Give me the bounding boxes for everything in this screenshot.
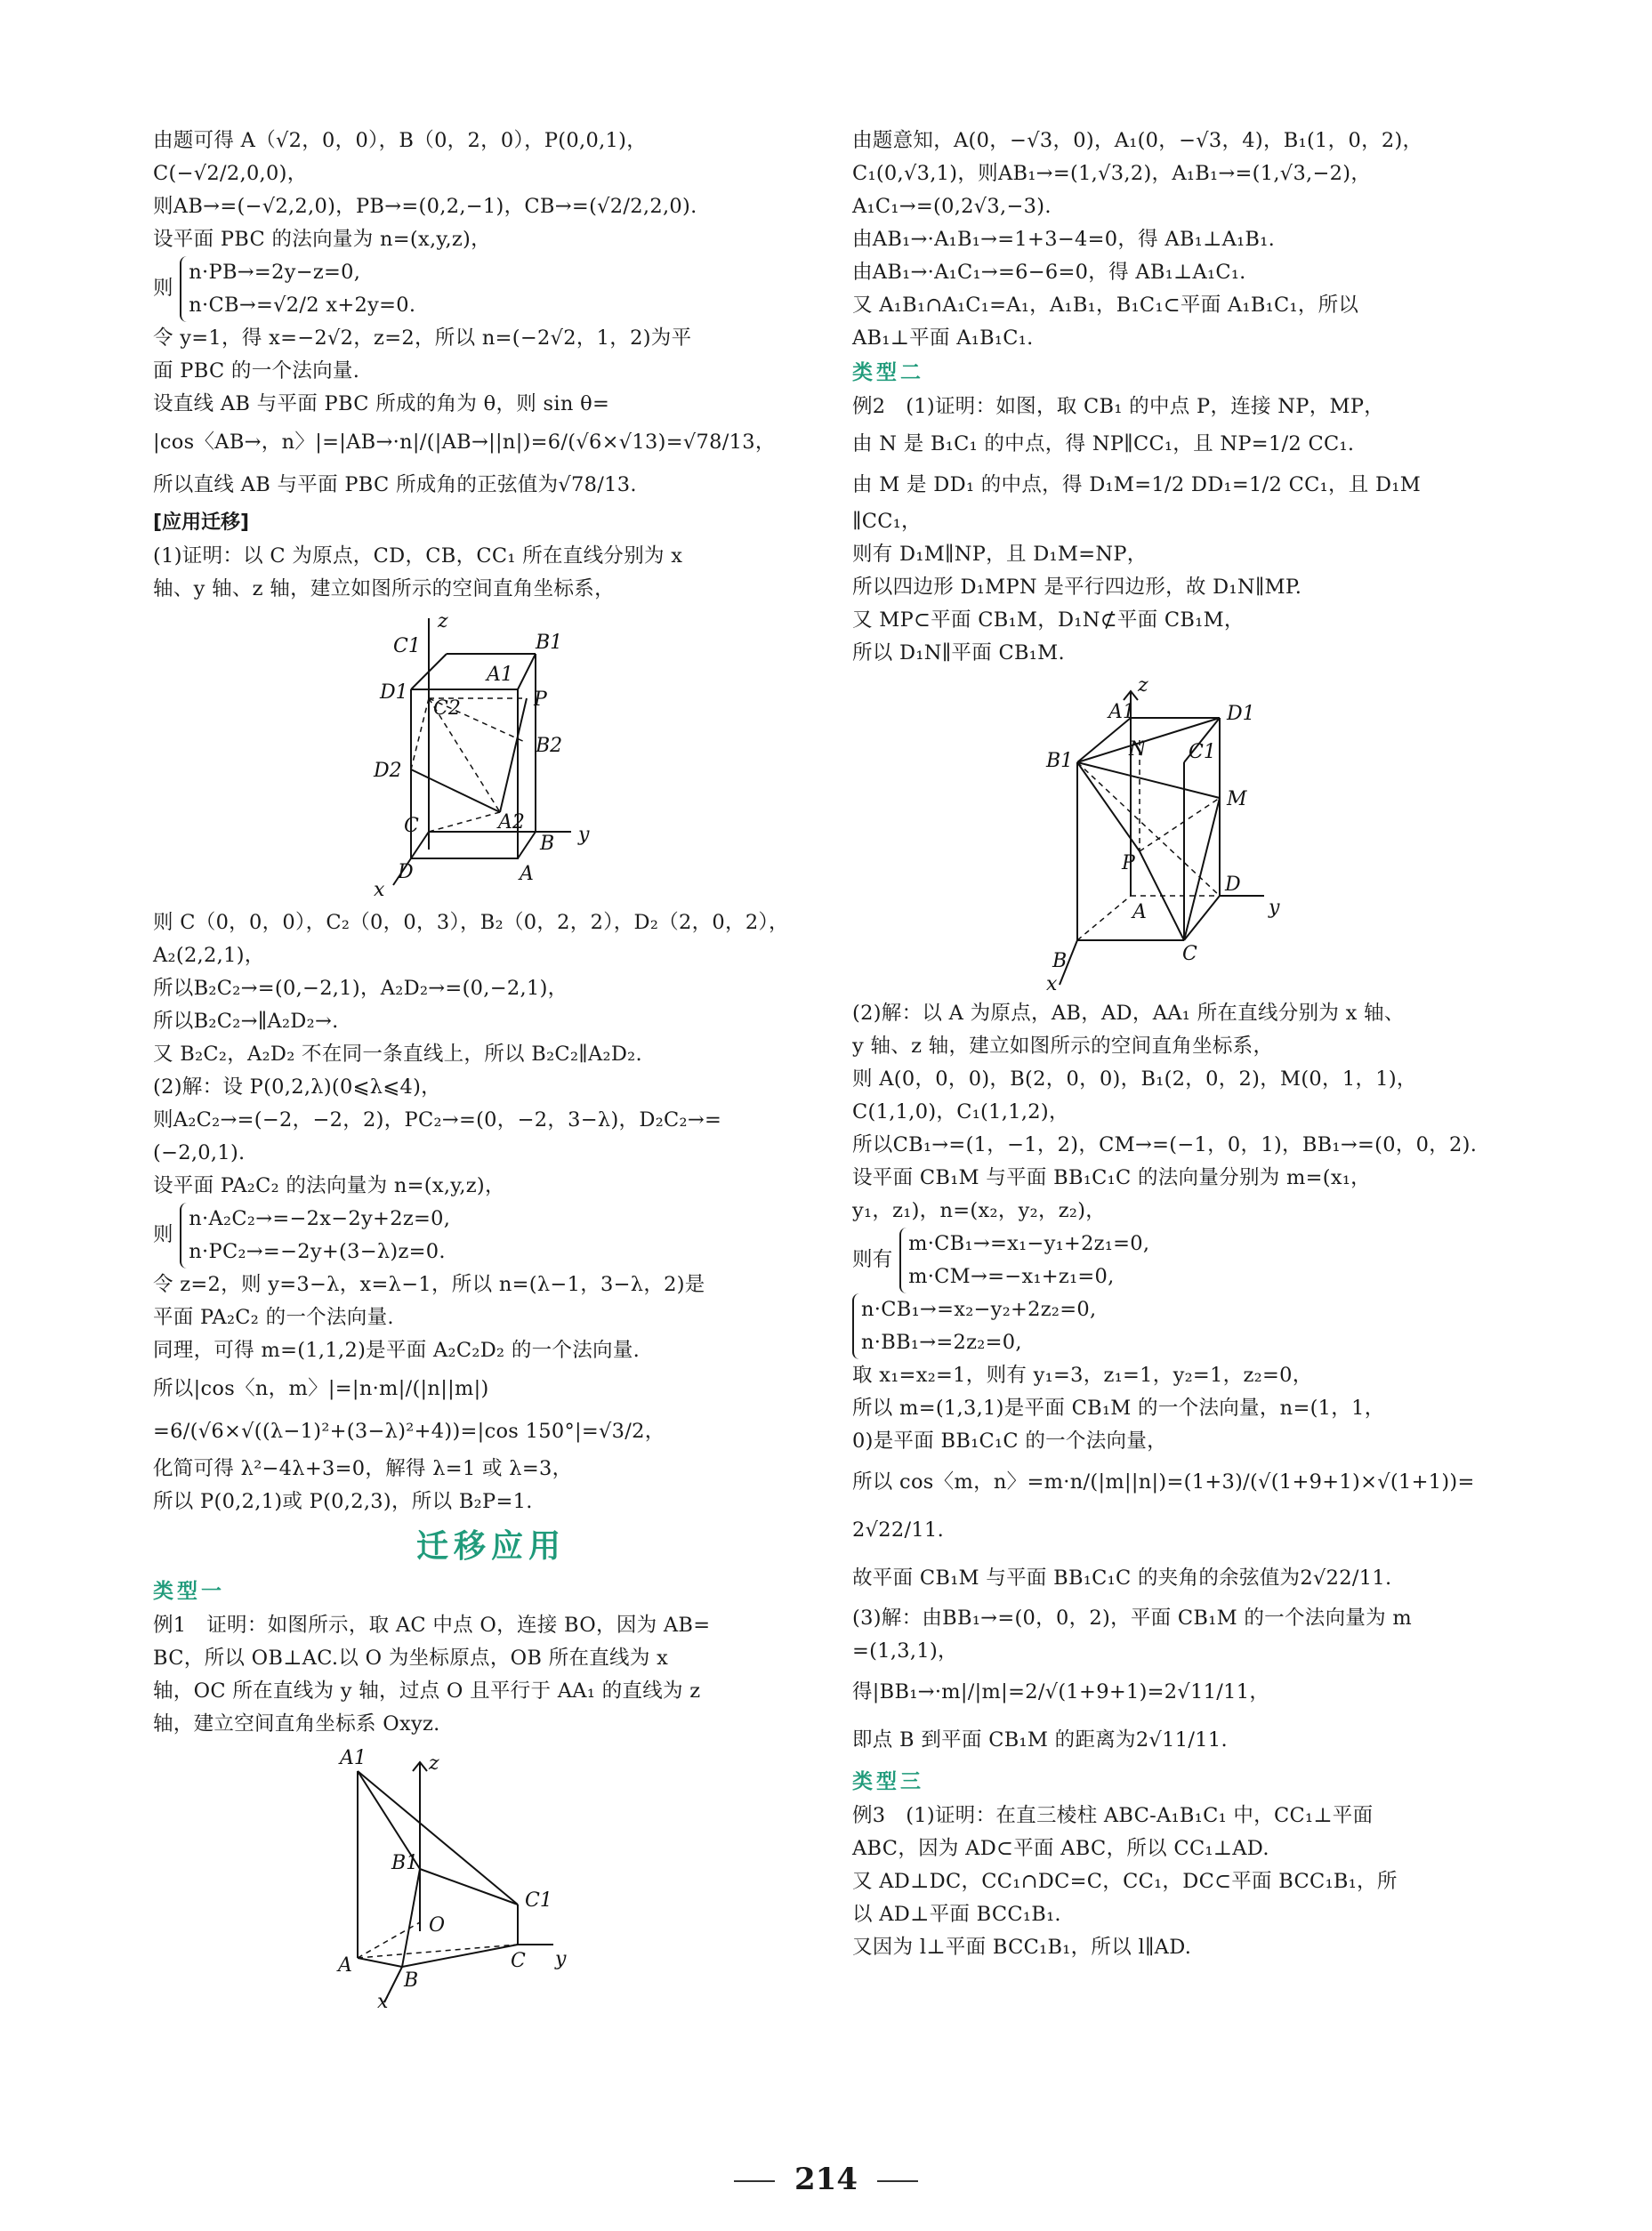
text-line: 所以B₂C₂→=(0,−2,1)，A₂D₂→=(0,−2,1)， [153, 977, 568, 1000]
fig2-label: B [1052, 950, 1067, 972]
equation-system: 则有 m·CB₁→=x₁−y₁+2z₁=0, m·CM→=−x₁+z₁=0, [852, 1228, 1497, 1293]
text-line: 故平面 CB₁M 与平面 BB₁C₁C 的夹角的余弦值为2√22/11. [852, 1567, 1392, 1590]
text-line: 轴，建立空间直角坐标系 Oxyz. [153, 1712, 440, 1736]
text-line: 则 C（0，0，0），C₂（0，0，3），B₂（0，2，2），D₂（2，0，2）， [153, 911, 789, 934]
text-line: 轴、y 轴、z 轴，建立如图所示的空间直角坐标系， [153, 577, 615, 600]
fig3-label: B1 [391, 1852, 419, 1874]
text-line: 设平面 PBC 的法向量为 n=(x,y,z)， [153, 228, 491, 251]
text-line: 所以B₂C₂→∥A₂D₂→. [153, 1010, 339, 1033]
fig1-label: B [540, 833, 555, 855]
text-line: 所以 m=(1,3,1)是平面 CB₁M 的一个法向量，n=(1，1， [852, 1397, 1385, 1420]
fig2-label: x [1045, 973, 1057, 994]
fig1-label: B2 [536, 735, 563, 757]
text-line: 所以直线 AB 与平面 PBC 所成角的正弦值为√78/13. [153, 473, 637, 496]
page-footer [0, 2162, 1652, 2197]
fig1-label: D [398, 861, 414, 883]
fig2-label: D [1224, 874, 1241, 896]
text-line: 以 AD⊥平面 BCC₁B₁. [852, 1903, 1061, 1926]
fig3-label: B [404, 1969, 419, 1992]
type-heading: 类型二 [852, 361, 924, 384]
text-line: 所以|cos〈n，m〉|=|n·m|/(|n||m|) [153, 1377, 489, 1400]
fig2-label: N [1128, 738, 1146, 761]
text-line: 由题意知，A(0，−√3，0)，A₁(0，−√3，4)，B₁(1，0，2)， [852, 129, 1423, 152]
fig3-label: z [429, 1752, 439, 1775]
text-line: 同理，可得 m=(1,1,2)是平面 A₂C₂D₂ 的一个法向量. [153, 1339, 641, 1362]
equation: n·PB→=2y−z=0, [189, 261, 361, 284]
text-line: 平面 PA₂C₂ 的一个法向量. [153, 1306, 394, 1329]
equation: n·PC₂→=−2y+(3−λ)z=0. [189, 1240, 446, 1263]
text-line: 所以 cos〈m，n〉=m·n/(|m||n|)=(1+3)/(√(1+9+1)×√(1+1))= [852, 1470, 1475, 1494]
text-line: A₂(2,2,1)， [153, 944, 265, 967]
text-line: 则A₂C₂→=(−2，−2，2)，PC₂→=(0，−2，3−λ)，D₂C₂→= [153, 1108, 722, 1132]
text-line: 由 N 是 B₁C₁ 的中点，得 NP∥CC₁，且 NP=1/2 CC₁. [852, 432, 1355, 455]
text-line: 由题可得 A（√2，0，0），B（0，2，0），P(0,0,1)， [153, 129, 648, 152]
text-line: 又 B₂C₂，A₂D₂ 不在同一条直线上，所以 B₂C₂∥A₂D₂. [153, 1043, 642, 1066]
fig2-label: B1 [1045, 750, 1073, 772]
fig1-label: y [578, 824, 590, 846]
fig3-label: C [511, 1950, 526, 1972]
equation: n·BB₁→=2z₂=0, [861, 1331, 1022, 1354]
text-line: 则有 D₁M∥NP，且 D₁M=NP， [852, 543, 1148, 566]
type-heading: 类型一 [153, 1580, 225, 1603]
text-line: 由AB₁→·A₁B₁→=1+3−4=0，得 AB₁⊥A₁B₁. [852, 228, 1276, 251]
fig1-label: D2 [374, 760, 402, 782]
fig3-label: A1 [340, 1747, 367, 1769]
text-line: 令 z=2，则 y=3−λ，x=λ−1，所以 n=(λ−1，3−λ，2)是 [153, 1273, 705, 1296]
equation-system: 则 n·A₂C₂→=−2x−2y+2z=0, n·PC₂→=−2y+(3−λ)z=0. [153, 1203, 829, 1269]
text-line: (2)解：设 P(0,2,λ)(0⩽λ⩽4)， [153, 1075, 441, 1099]
text-line: C₁(0,√3,1)，则AB₁→=(1,√3,2)，A₁B₁→=(1,√3,−2)， [852, 162, 1372, 185]
equation-system [852, 1293, 1497, 1359]
fig3-label: O [429, 1914, 446, 1937]
fig2-label: A [1132, 901, 1147, 923]
figure-cube [1042, 673, 1309, 994]
text-line: (3)解：由BB₁→=(0，0，2)，平面 CB₁M 的一个法向量为 m [852, 1607, 1413, 1630]
equation: n·CB→=√2/2 x+2y=0. [189, 294, 416, 317]
text-line: 例1 证明：如图所示，取 AC 中点 O，连接 BO，因为 AB= [153, 1614, 711, 1637]
text-line: 所以CB₁→=(1，−1，2)，CM→=(−1，0，1)，BB₁→=(0，0，2). [852, 1133, 1478, 1156]
text-line: 0)是平面 BB₁C₁C 的一个法向量， [852, 1430, 1167, 1453]
fig1-label: P [534, 689, 547, 711]
fig1-label: C [404, 815, 419, 837]
fig1-label: z [438, 610, 448, 632]
fig1-label: A2 [498, 811, 525, 834]
fig1-label: C2 [433, 697, 461, 720]
text-line: 则 A(0，0，0)，B(2，0，0)，B₁(2，0，2)，M(0，1，1)， [852, 1067, 1417, 1091]
fig3-label: x [377, 1991, 389, 2011]
text-line: C(−√2/2,0,0)， [153, 162, 308, 185]
text-line: y 轴、z 轴，建立如图所示的空间直角坐标系， [852, 1035, 1274, 1058]
text-line: 又 A₁B₁∩A₁C₁=A₁，A₁B₁，B₁C₁⊂平面 A₁B₁C₁，所以 [852, 294, 1359, 317]
text-line: BC，所以 OB⊥AC.以 O 为坐标原点，OB 所在直线为 x [153, 1647, 669, 1670]
text-line: 面 PBC 的一个法向量. [153, 359, 360, 383]
text-line: (−2,0,1). [153, 1141, 246, 1164]
text-line: 则AB→=(−√2,2,0)，PB→=(0,2,−1)，CB→=(√2/2,2,0). [153, 195, 697, 218]
right-column [852, 125, 1497, 1964]
text-line: C(1,1,0)，C₁(1,1,2)， [852, 1100, 1069, 1124]
fig2-label: C1 [1188, 741, 1216, 763]
text-line: 设直线 AB 与平面 PBC 所成的角为 θ，则 sin θ= [153, 392, 610, 415]
text-line: 设平面 CB₁M 与平面 BB₁C₁C 的法向量分别为 m=(x₁， [852, 1166, 1371, 1189]
fig2-label: M [1226, 788, 1247, 810]
text-line: =(1,3,1)， [852, 1639, 958, 1663]
figure-prism [331, 1744, 580, 2011]
text-line: 所以四边形 D₁MPN 是平行四边形，故 D₁N∥MP. [852, 576, 1302, 599]
fig1-label: C1 [393, 635, 421, 657]
section-title: 迁移应用 [415, 1528, 566, 1565]
fig2-label: P [1121, 852, 1135, 874]
text-line: 由 M 是 DD₁ 的中点，得 D₁M=1/2 DD₁=1/2 CC₁，且 D₁M [852, 473, 1422, 496]
text-line: 即点 B 到平面 CB₁M 的距离为2√11/11. [852, 1728, 1228, 1752]
fig3-label: C1 [525, 1889, 552, 1912]
fig2-label: y [1268, 897, 1279, 919]
fig2-label: A1 [1108, 701, 1135, 723]
text-line: ∥CC₁， [852, 510, 922, 533]
equation: n·A₂C₂→=−2x−2y+2z=0, [189, 1207, 451, 1230]
equation: m·CB₁→=x₁−y₁+2z₁=0, [908, 1232, 1150, 1255]
fig2-label: z [1137, 674, 1148, 697]
text-line: 化简可得 λ²−4λ+3=0，解得 λ=1 或 λ=3， [153, 1457, 573, 1480]
text-line: 例2 (1)证明：如图，取 CB₁ 的中点 P，连接 NP，MP， [852, 395, 1385, 418]
section-heading: [应用迁移] [153, 511, 250, 534]
text-line: y₁，z₁)，n=(x₂，y₂，z₂)， [852, 1199, 1107, 1222]
text-line: 2√22/11. [852, 1518, 945, 1542]
figure-cuboid [358, 609, 625, 903]
fig1-label: x [374, 879, 385, 901]
text-line: 取 x₁=x₂=1，则有 y₁=3，z₁=1，y₂=1，z₂=0， [852, 1364, 1313, 1387]
text-line: (1)证明：以 C 为原点，CD，CB，CC₁ 所在直线分别为 x [153, 544, 683, 568]
equation: n·CB₁→=x₂−y₂+2z₂=0, [861, 1298, 1097, 1321]
text-line: 设平面 PA₂C₂ 的法向量为 n=(x,y,z)， [153, 1174, 505, 1197]
fig1-label: D1 [380, 681, 408, 704]
fig3-label: A [338, 1954, 352, 1977]
text-line: 令 y=1，得 x=−2√2，z=2，所以 n=(−2√2，1，2)为平 [153, 326, 692, 350]
text-line: 轴，OC 所在直线为 y 轴，过点 O 且平行于 AA₁ 的直线为 z [153, 1679, 701, 1703]
text-line: |cos〈AB→，n〉|=|AB→·n|/(|AB→||n|)=6/(√6×√13)=√78/13， [153, 431, 776, 454]
text-line: ABC，因为 AD⊂平面 ABC，所以 CC₁⊥AD. [852, 1837, 1269, 1860]
text-line: 所以 D₁N∥平面 CB₁M. [852, 641, 1065, 664]
fig2-label: C [1181, 943, 1197, 965]
fig1-label: B1 [536, 632, 563, 654]
text-line: AB₁⊥平面 A₁B₁C₁. [852, 326, 1034, 350]
left-column [153, 125, 829, 2015]
text-line: 又 AD⊥DC，CC₁∩DC=C，CC₁，DC⊂平面 BCC₁B₁，所 [852, 1870, 1398, 1893]
text-line: 又 MP⊂平面 CB₁M，D₁N⊄平面 CB₁M， [852, 608, 1245, 632]
equation: m·CM→=−x₁+z₁=0, [908, 1265, 1115, 1288]
text-line: 得|BB₁→·m|/|m|=2/√(1+9+1)=2√11/11， [852, 1680, 1270, 1703]
text-line: 所以 P(0,2,1)或 P(0,2,3)，所以 B₂P=1. [153, 1490, 533, 1513]
text-line: =6/(√6×√((λ−1)²+(3−λ)²+4))=|cos 150°|=√3/2， [153, 1420, 665, 1443]
fig2-label: D1 [1226, 703, 1255, 725]
page-number: 214 [794, 2162, 858, 2197]
equation-system: 则 n·PB→=2y−z=0, n·CB→=√2/2 x+2y=0. [153, 256, 829, 322]
text-line: 由AB₁→·A₁C₁→=6−6=0，得 AB₁⊥A₁C₁. [852, 261, 1246, 284]
text-line: 例3 (1)证明：在直三棱柱 ABC-A₁B₁C₁ 中，CC₁⊥平面 [852, 1804, 1374, 1827]
type-heading: 类型三 [852, 1770, 924, 1793]
text-line: A₁C₁→=(0,2√3,−3). [852, 195, 1052, 218]
text-line: 又因为 l⊥平面 BCC₁B₁，所以 l∥AD. [852, 1936, 1192, 1959]
fig1-label: A [520, 863, 534, 885]
fig3-label: y [555, 1948, 567, 1970]
fig1-label: A1 [487, 664, 513, 686]
text-line: (2)解：以 A 为原点，AB，AD，AA₁ 所在直线分别为 x 轴、 [852, 1002, 1405, 1025]
